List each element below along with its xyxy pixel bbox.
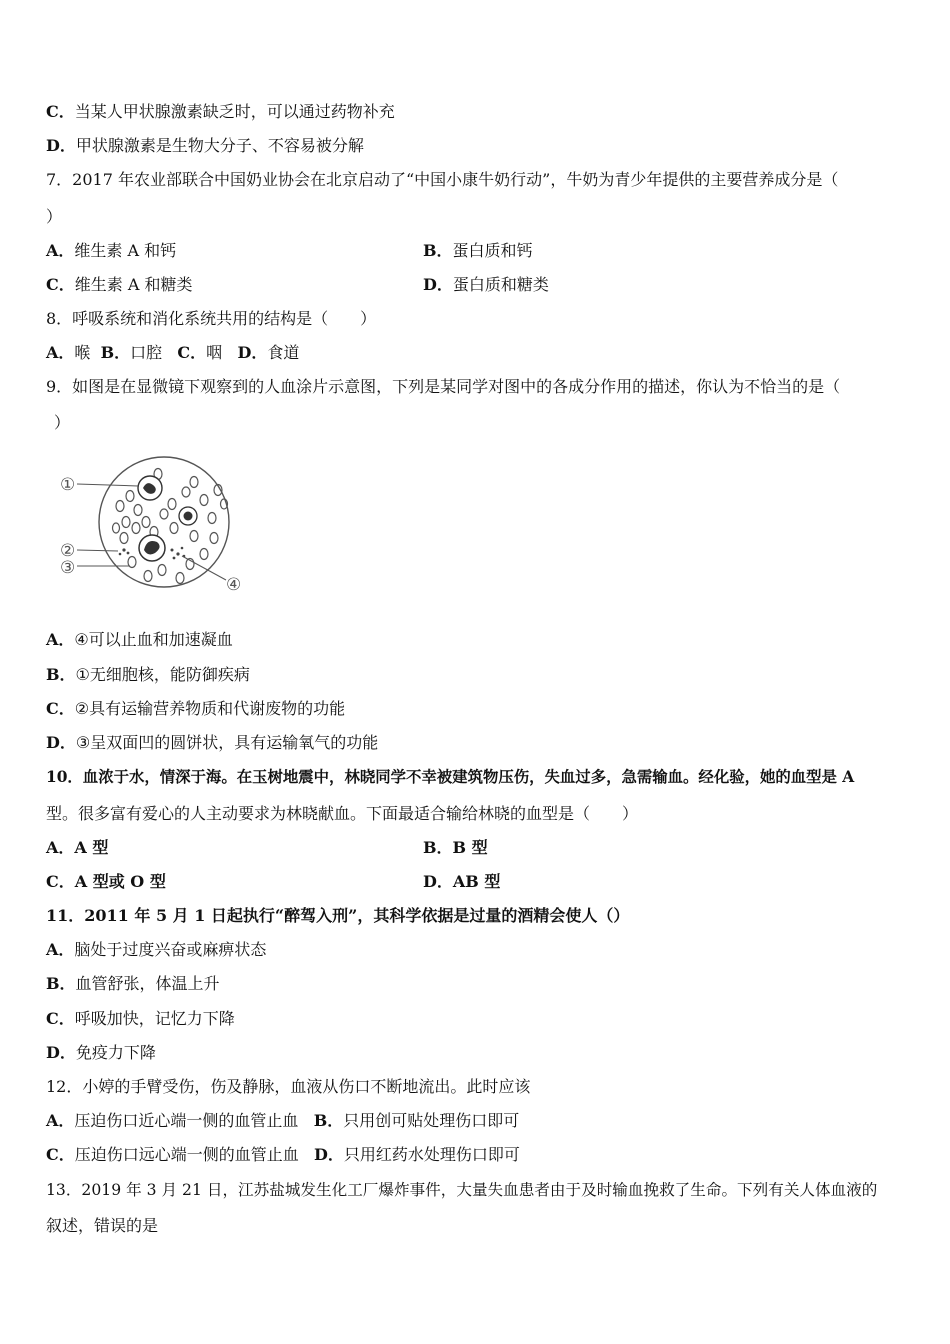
option-label: A． — [46, 838, 75, 857]
q9-option-d — [46, 732, 378, 754]
option-text: 甲状腺激素是生物大分子、不容易被分解 — [75, 136, 364, 155]
option-label: B． — [423, 838, 453, 857]
option-text: A 型 — [74, 838, 109, 857]
option-label: D． — [46, 136, 76, 155]
option-label: C． — [46, 102, 75, 121]
option-label: D． — [46, 733, 76, 752]
option-text: 免疫力下降 — [75, 1043, 156, 1062]
option-text: AB 型 — [452, 872, 501, 891]
q9-stem-cont: ） — [54, 413, 71, 432]
option-text: ①无细胞核，能防御疾病 — [75, 665, 250, 684]
q10-stem: 10．血浓于水，情深于海。在玉树地震中，林晓同学不幸被建筑物压伤，失血过多，急需输血。经化验，她的血型是 A — [46, 768, 855, 786]
q9-stem: 9．如图是在显微镜下观察到的人血涂片示意图，下列是某同学对图中的各成分作用的描述，你认为不恰当的是（ — [46, 377, 841, 396]
blood-smear-figure — [54, 452, 264, 602]
q8-stem: 8．呼吸系统和消化系统共用的结构是（ ） — [46, 309, 377, 328]
option-text: 只用创可贴处理伤口即可 — [343, 1111, 520, 1130]
option-text: 只用红药水处理伤口即可 — [343, 1145, 520, 1164]
option-text: 咽 — [206, 343, 223, 362]
option-label: A． — [46, 1111, 75, 1130]
q11-option-c — [46, 1008, 235, 1030]
option-label: D． — [423, 872, 453, 891]
option-text: 喉 — [74, 343, 91, 362]
option-label: C． — [46, 872, 75, 891]
option-label: C． — [46, 1145, 75, 1164]
option-text: 当某人甲状腺激素缺乏时，可以通过药物补充 — [74, 102, 395, 121]
q11-option-a — [46, 939, 266, 961]
option-label: C． — [46, 275, 75, 294]
q12-stem: 12．小婷的手臂受伤，伤及静脉，血液从伤口不断地流出。此时应该 — [46, 1077, 531, 1096]
option-text: A 型或 O 型 — [74, 872, 166, 891]
figure-label-3: ③ — [60, 558, 76, 578]
option-text: 呼吸加快，记忆力下降 — [74, 1009, 235, 1028]
option-text: 压迫伤口远心端一侧的血管止血 — [74, 1145, 299, 1164]
option-label: B． — [313, 1111, 344, 1130]
q12-options-ab — [46, 1110, 519, 1132]
option-text: B 型 — [452, 838, 488, 857]
q7-stem-cont: ） — [46, 207, 63, 226]
option-label: D． — [46, 1043, 76, 1062]
option-text: 口腔 — [130, 343, 163, 362]
option-text: 脑处于过度兴奋或麻痹状态 — [74, 940, 267, 959]
option-label: B． — [423, 241, 453, 260]
q9-option-c — [46, 698, 345, 720]
q7-options-cd — [46, 274, 549, 296]
option-label: C． — [46, 1009, 75, 1028]
q6-option-d — [46, 135, 364, 157]
option-text: 维生素 A 和糖类 — [74, 275, 193, 294]
figure-label-1: ① — [60, 475, 76, 495]
option-label: C． — [177, 343, 207, 362]
white-blood-cells — [138, 476, 197, 561]
option-text: 食道 — [267, 343, 300, 362]
option-label: C． — [46, 699, 75, 718]
option-label: A． — [46, 630, 75, 649]
option-text: 维生素 A 和钙 — [74, 241, 177, 260]
option-label: B． — [46, 974, 76, 993]
q10-stem-cont: 型。很多富有爱心的人主动要求为林晓献血。下面最适合输给林晓的血型是（ ） — [46, 804, 639, 823]
q11-option-b — [46, 973, 220, 995]
option-text: 血管舒张，体温上升 — [75, 974, 220, 993]
q13-stem-cont: 叙述，错误的是 — [46, 1216, 159, 1235]
q12-options-cd — [46, 1144, 520, 1166]
option-label: D． — [237, 343, 268, 362]
option-label: D． — [423, 275, 453, 294]
figure-label-2: ② — [60, 541, 76, 561]
option-label: A． — [46, 241, 75, 260]
figure-label-4: ④ — [226, 575, 242, 595]
option-text: ③呈双面凹的圆饼状，具有运输氧气的功能 — [75, 733, 379, 752]
option-label: B． — [46, 665, 76, 684]
option-text: 压迫伤口近心端一侧的血管止血 — [74, 1111, 299, 1130]
option-text: 蛋白质和钙 — [452, 241, 533, 260]
q7-stem: 7．2017 年农业部联合中国奶业协会在北京启动了“中国小康牛奶行动”，牛奶为青少年提供的主要营养成分是（ — [46, 170, 839, 189]
option-text: ④可以止血和加速凝血 — [74, 630, 233, 649]
q7-options-ab — [46, 240, 533, 262]
q13-stem: 13．2019 年 3 月 21 日，江苏盐城发生化工厂爆炸事件，大量失血患者由于及时输血挽救了生命。下列有关人体血液的 — [46, 1181, 878, 1199]
q9-option-b — [46, 664, 250, 686]
q10-options-ab — [46, 837, 488, 859]
q10-options-cd — [46, 871, 501, 893]
q9-option-a — [46, 629, 233, 651]
q11-option-d — [46, 1042, 156, 1064]
q6-option-c — [46, 101, 395, 123]
q11-stem: 11．2011 年 5 月 1 日起执行“醉驾入刑”，其科学依据是过量的酒精会使人（） — [46, 906, 630, 925]
option-label: A． — [46, 343, 75, 362]
option-label: A． — [46, 940, 75, 959]
option-label: D． — [314, 1145, 344, 1164]
option-text: 蛋白质和糖类 — [452, 275, 549, 294]
option-label: B． — [100, 343, 131, 362]
option-text: ②具有运输营养物质和代谢废物的功能 — [74, 699, 346, 718]
q8-options — [46, 342, 299, 364]
